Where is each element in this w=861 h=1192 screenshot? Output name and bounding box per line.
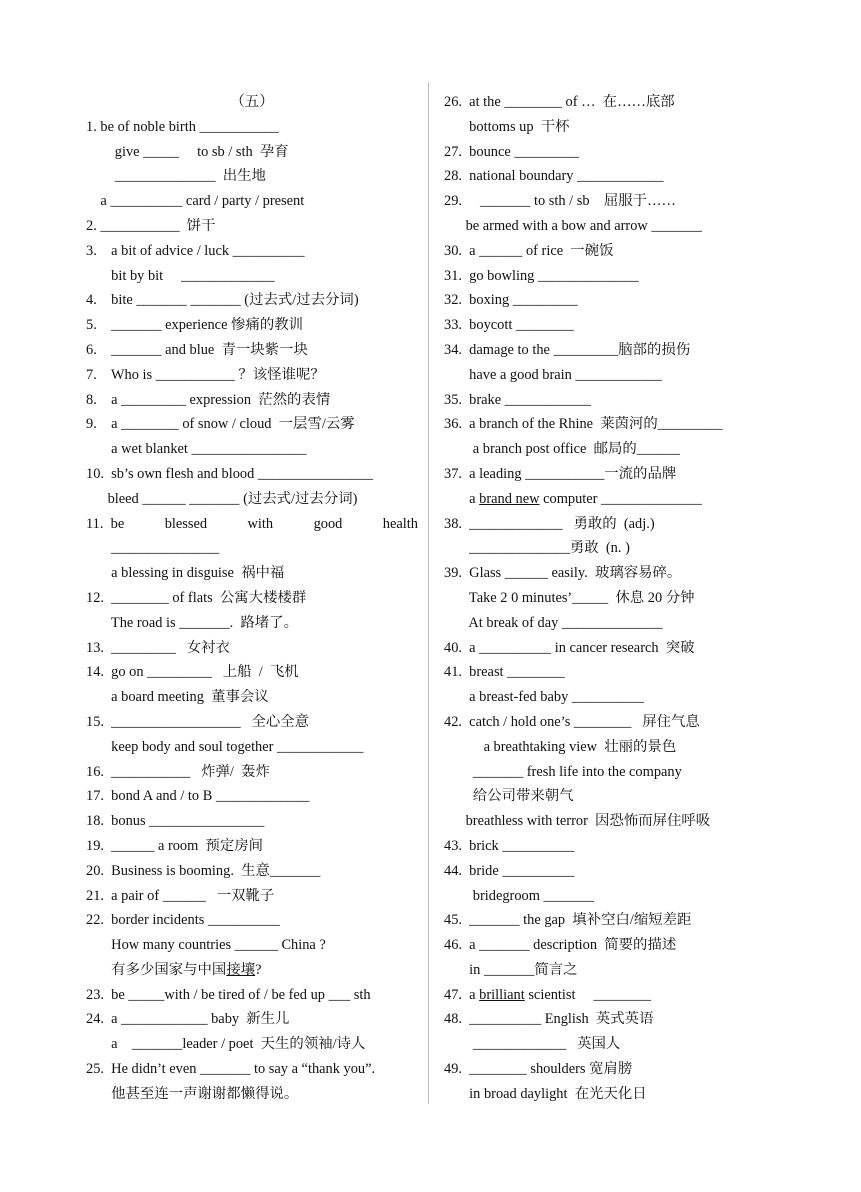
item-line: 15. __________________ 全心全意 [86, 713, 310, 730]
column-divider [428, 82, 429, 1104]
item-line-justified [86, 512, 418, 537]
word: 11. be [86, 515, 125, 532]
item-line: 7. Who is ___________ ？该怪谁呢？ [86, 366, 325, 383]
item-line: 48. __________ English 英式英语 [444, 1011, 654, 1028]
item-line: 40. a __________ in cancer research 突破 [444, 639, 695, 656]
item-line: 8. a _________ expression 茫然的表情 [86, 391, 331, 408]
page-title: （五） [230, 94, 274, 110]
item-line: 27. bounce _________ [444, 143, 580, 160]
item-line: 12. ________ of flats 公寓大楼楼群 [86, 589, 307, 606]
text-segment: 有多少国家与中国 [86, 961, 227, 978]
item-line: in _______简言之 [444, 961, 578, 978]
item-line: At break of day ______________ [444, 614, 663, 631]
left-column [86, 90, 418, 1107]
word: with [247, 515, 274, 532]
item-line: 45. _______ the gap 填补空白/缩短差距 [444, 912, 692, 929]
item-line: 21. a pair of ______ 一双靴子 [86, 887, 275, 904]
item-line: a _______leader / poet 天生的领袖/诗人 [86, 1036, 366, 1053]
item-line: 33. boycott ________ [444, 317, 574, 334]
item-line: 30. a ______ of rice 一碗饭 [444, 242, 614, 259]
item-line: 26. at the ________ of … 在……底部 [444, 94, 675, 110]
item-line: 22. border incidents __________ [86, 912, 280, 929]
item-line [444, 487, 764, 512]
word: health [382, 515, 418, 532]
underlined-word: brand new [479, 490, 540, 507]
item-line: bottoms up 干杯 [444, 118, 570, 135]
item-line: have a good brain ____________ [444, 366, 662, 383]
item-line [86, 958, 418, 983]
word: good [313, 515, 343, 532]
item-line: 1. be of noble birth ___________ [86, 118, 279, 135]
item-line: _______ fresh life into the company [444, 763, 682, 780]
item-line: How many countries ______ China ? [86, 937, 326, 954]
item-line: 4. bite _______ _______ (过去式/过去分词) [86, 292, 359, 309]
item-line: 18. bonus ________________ [86, 813, 265, 830]
item-line: 6. _______ and blue 青一块紫一块 [86, 341, 308, 358]
word: blessed [164, 515, 208, 532]
item-line: The road is _______. 路堵了。 [86, 614, 298, 631]
item-line: _____________ 英国人 [444, 1036, 621, 1053]
underlined-word: 接壤 [226, 961, 256, 978]
item-line: 他甚至连一声谢谢都懒得说。 [86, 1085, 299, 1102]
item-line: 31. go bowling ______________ [444, 267, 639, 284]
item-line: 39. Glass ______ easily. 玻璃容易碎。 [444, 565, 682, 582]
item-line: a __________ card / party / present [86, 193, 305, 210]
item-line: 37. a leading ___________一流的品牌 [444, 465, 677, 482]
text-segment: computer ______________ [539, 490, 702, 507]
item-line: 19. ______ a room 预定房间 [86, 837, 264, 854]
item-line: ______________勇敢 (n. ) [444, 540, 630, 557]
item-line: Take 2 0 minutes’_____ 休息 20 分钟 [444, 589, 695, 606]
item-line: give _____ to sb / sth 孕育 [86, 143, 289, 160]
item-line: 34. damage to the _________脑部的损伤 [444, 341, 691, 358]
item-line: a branch post office 邮局的______ [444, 441, 680, 458]
item-line: bridegroom _______ [444, 887, 594, 904]
item-line: 2. ___________ 饼干 [86, 217, 216, 234]
item-line: 49. ________ shoulders 宽肩膀 [444, 1061, 633, 1078]
item-line: 给公司带来朝气 [444, 788, 574, 805]
text-segment: scientist ________ [524, 986, 652, 1003]
item-line: 3. a bit of advice / luck __________ [86, 242, 305, 259]
item-line: a breathtaking view 壮丽的景色 [444, 738, 677, 755]
item-line: 29. _______ to sth / sb 屈服于…… [444, 193, 676, 210]
item-line: 23. be _____with / be tired of / be fed up ___ sth [86, 986, 371, 1003]
item-line: 5. _______ experience 惨痛的教训 [86, 317, 304, 334]
item-line: a breast-fed baby __________ [444, 689, 644, 706]
item-line: 32. boxing _________ [444, 292, 578, 309]
item-line: 20. Business is booming. 生意_______ [86, 862, 321, 879]
item-line: in broad daylight 在光天化日 [444, 1085, 647, 1102]
item-line: a board meeting 董事会议 [86, 689, 269, 706]
item-line: _______________ [86, 540, 220, 557]
item-line: 36. a branch of the Rhine 莱茵河的_________ [444, 416, 723, 433]
item-line: 24. a ____________ baby 新生儿 [86, 1011, 290, 1028]
item-line: 38. _____________ 勇敢的 (adj.) [444, 515, 655, 532]
item-line: 10. sb’s own flesh and blood ________________ [86, 465, 374, 482]
item-line: ______________ 出生地 [86, 168, 266, 185]
text-segment: a [444, 490, 480, 507]
item-line: 43. brick __________ [444, 837, 575, 854]
item-line: 35. brake ____________ [444, 391, 592, 408]
item-line: 25. He didn’t even _______ to say a “thank you”. [86, 1061, 376, 1078]
item-line: 44. bride __________ [444, 862, 575, 879]
item-line: 41. breast ________ [444, 664, 565, 681]
item-line: 14. go on _________ 上船 / 飞机 [86, 664, 299, 681]
right-column [444, 90, 764, 1107]
item-line: 46. a _______ description 简要的描述 [444, 937, 677, 954]
item-line: a wet blanket ________________ [86, 441, 307, 458]
item-line: breathless with terror 因恐怖而屏住呼吸 [444, 813, 711, 830]
text-segment: ? [255, 961, 262, 978]
underlined-word: brilliant [479, 986, 525, 1003]
item-line: 9. a ________ of snow / cloud 一层雪/云雾 [86, 416, 355, 433]
item-line: keep body and soul together ____________ [86, 738, 364, 755]
item-line: 16. ___________ 炸弹/ 轰炸 [86, 763, 270, 780]
item-line: 28. national boundary ____________ [444, 168, 664, 185]
item-line: 17. bond A and / to B _____________ [86, 788, 310, 805]
item-line: a blessing in disguise 祸中福 [86, 565, 285, 582]
item-line [444, 983, 764, 1008]
text-segment: 47. a [444, 986, 480, 1003]
item-line: 42. catch / hold one’s ________ 屏住气息 [444, 713, 700, 730]
item-line: bleed ______ _______ (过去式/过去分词) [86, 490, 358, 507]
item-line: bit by bit _____________ [86, 267, 275, 284]
item-line: be armed with a bow and arrow _______ [444, 217, 702, 234]
item-line: 13. _________ 女衬衣 [86, 639, 230, 656]
